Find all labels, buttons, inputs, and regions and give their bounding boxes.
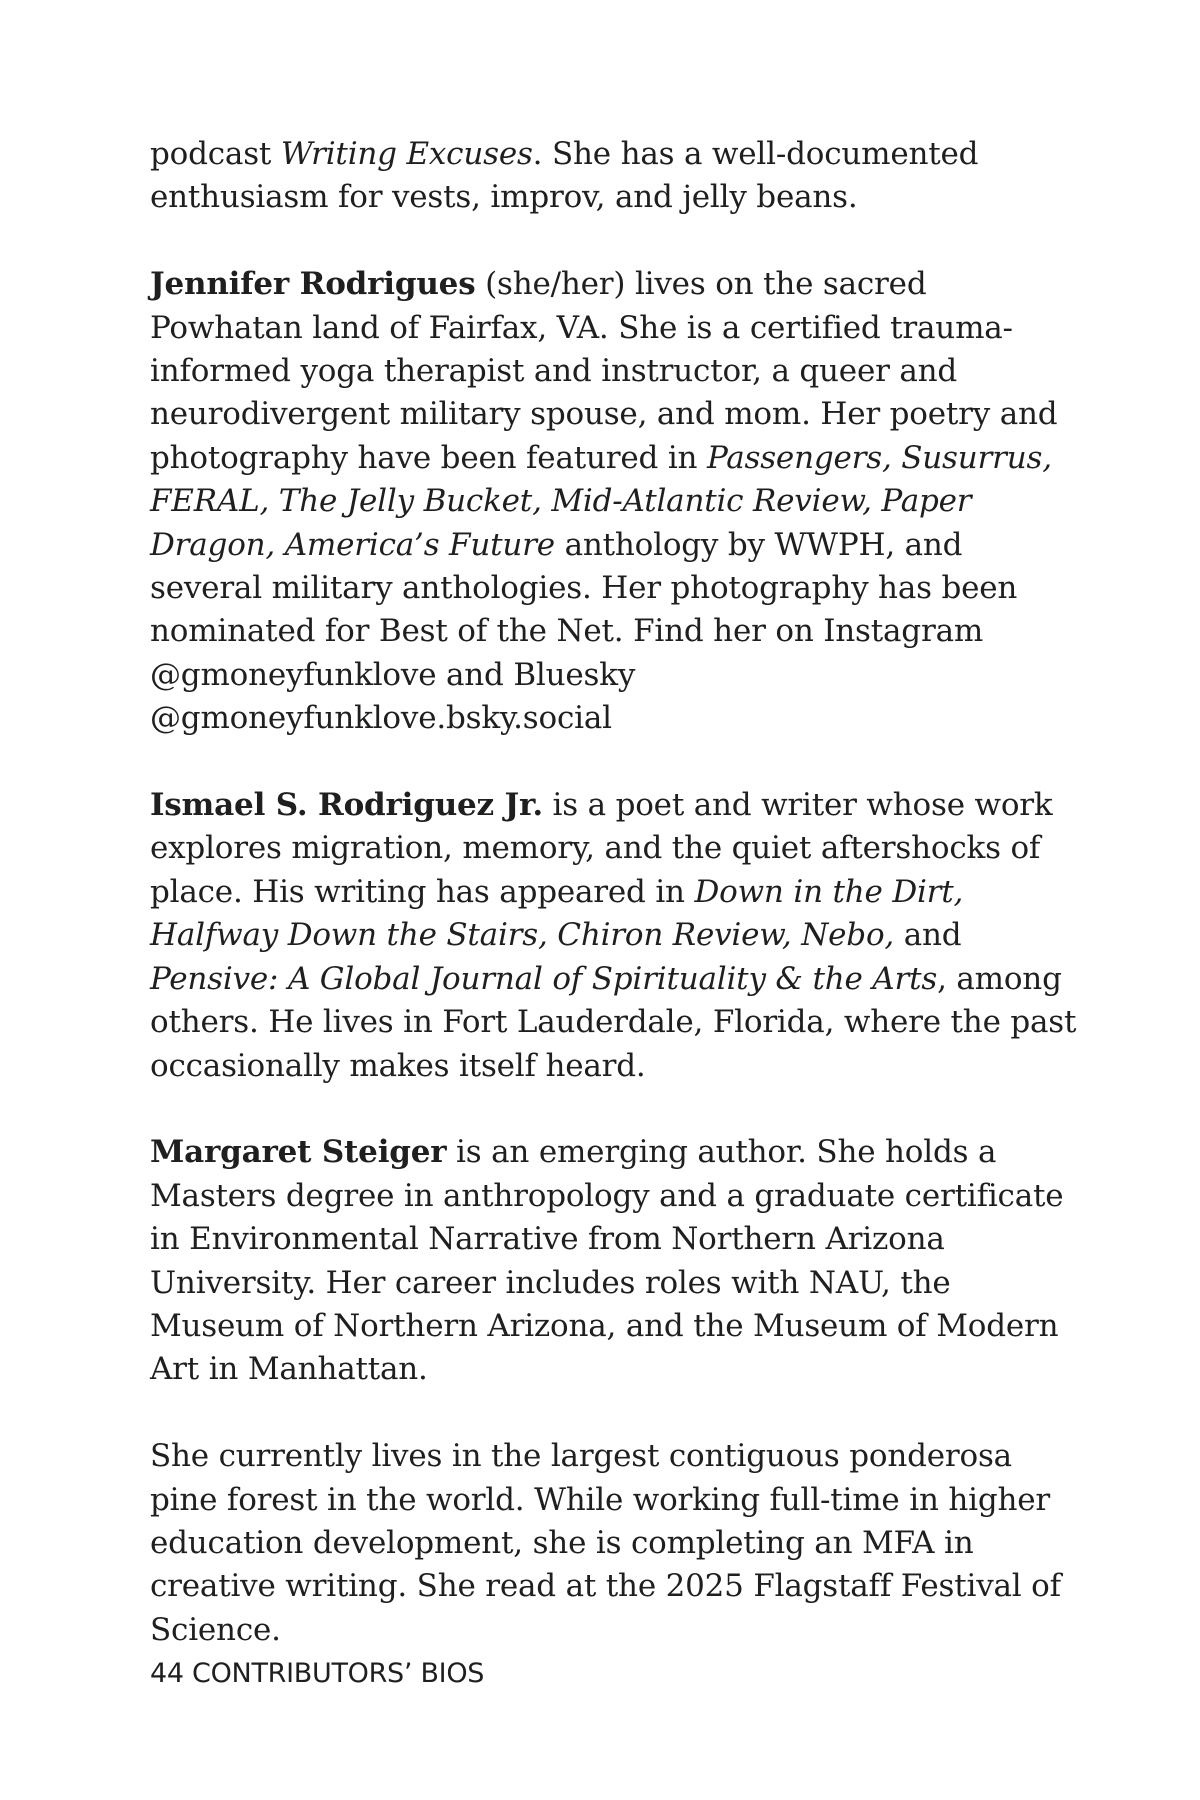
bio-paragraph xyxy=(150,1435,1080,1652)
bio-text: podcast xyxy=(150,136,281,172)
contributor-name: Jennifer Rodrigues xyxy=(150,266,476,303)
bio-text: anthology by WWPH, and several military anthologies. Her photography has been nominated for Best of the Net. Find her on Instagram @gmoneyfunklove and Bluesky @gmoneyfunklove.bsky.social xyxy=(150,526,1018,737)
bio-text: is an emerging author. She holds a Masters degree in anthropology and a graduate certificate in Environmental Narrative from Northern Arizona University. Her career includes roles with NAU, the Museum of Northern Arizona, and the Museum of Modern Art in Manhattan. xyxy=(150,1134,1064,1388)
page-footer: 44 CONTRIBUTORS’ BIOS xyxy=(150,1658,485,1689)
bio-paragraph xyxy=(150,133,1080,220)
contributor-name: Margaret Steiger xyxy=(150,1134,447,1171)
bio-text: . She has a well-documented enthusiasm for vests, improv, and jelly beans. xyxy=(150,136,979,216)
publication-title: Pensive: A Global Journal of Spirituality & the Arts xyxy=(150,960,938,997)
bio-paragraph xyxy=(150,263,1080,740)
publication-title: Passengers, Susurrus, FERAL, The Jelly Bucket, Mid-Atlantic Review, Paper Dragon, America’s Future xyxy=(150,439,1052,563)
bios-column xyxy=(150,133,1080,1696)
bio-text: is a poet and writer whose work explores migration, memory, and the quiet aftershocks of place. His writing has appeared in xyxy=(150,787,1053,910)
bio-text: (she/her) lives on the sacred Powhatan land of Fairfax, VA. She is a certified trauma-informed yoga therapist and instructor, a queer and neurodivergent military spouse, and mom. Her poetry and photography have been featured in xyxy=(150,266,1058,476)
bio-text: and xyxy=(894,917,962,954)
bio-text: , among others. He lives in Fort Lauderdale, Florida, where the past occasionally makes itself heard. xyxy=(150,960,1077,1084)
publication-title: Down in the Dirt, Halfway Down the Stairs, Chiron Review, Nebo, xyxy=(150,873,964,954)
bio-paragraph xyxy=(150,784,1080,1088)
bio-text: She currently lives in the largest contiguous ponderosa pine forest in the world. While working full-time in higher education development, she is completing an MFA in creative writing. She read at the 2025 Flagstaff Festival of Science. xyxy=(150,1438,1061,1648)
contributor-name: Ismael S. Rodriguez Jr. xyxy=(150,787,543,824)
bio-paragraph xyxy=(150,1131,1080,1391)
publication-title: Writing Excuses xyxy=(280,136,533,172)
